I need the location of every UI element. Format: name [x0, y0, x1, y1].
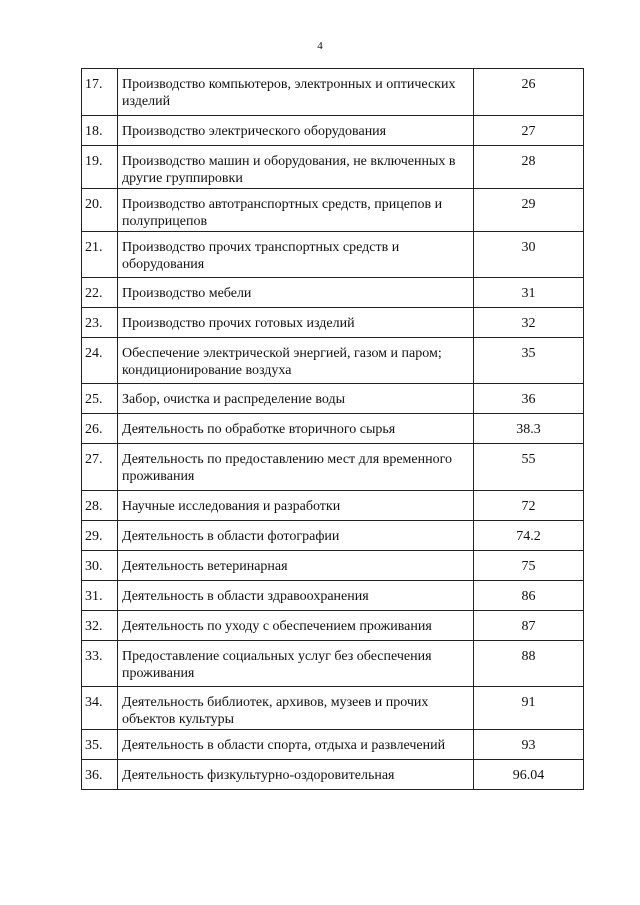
activity-name: Деятельность физкультурно-оздоровительная — [118, 760, 474, 790]
row-number: 32. — [82, 611, 118, 641]
row-number: 20. — [82, 189, 118, 232]
activity-name: Производство мебели — [118, 278, 474, 308]
table-row — [82, 384, 584, 414]
row-number: 36. — [82, 760, 118, 790]
activity-name: Деятельность ветеринарная — [118, 551, 474, 581]
row-number: 18. — [82, 116, 118, 146]
okved-code: 86 — [474, 581, 584, 611]
table-row — [82, 69, 584, 116]
okved-code: 55 — [474, 444, 584, 491]
row-number: 34. — [82, 687, 118, 730]
activity-name: Обеспечение электрической энергией, газом и паром; кондиционирование воздуха — [118, 338, 474, 384]
activity-name: Деятельность по предоставлению мест для временного проживания — [118, 444, 474, 491]
activity-name: Производство электрического оборудования — [118, 116, 474, 146]
table-row — [82, 338, 584, 384]
activity-name: Производство компьютеров, электронных и оптических изделий — [118, 69, 474, 116]
table-row — [82, 491, 584, 521]
activity-name: Деятельность библиотек, архивов, музеев и прочих объектов культуры — [118, 687, 474, 730]
table-row — [82, 146, 584, 189]
activity-name: Деятельность в области здравоохранения — [118, 581, 474, 611]
activity-name: Деятельность по уходу с обеспечением проживания — [118, 611, 474, 641]
okved-code: 91 — [474, 687, 584, 730]
row-number: 35. — [82, 730, 118, 760]
row-number: 23. — [82, 308, 118, 338]
activity-name: Деятельность в области фотографии — [118, 521, 474, 551]
okved-code: 28 — [474, 146, 584, 189]
table-row — [82, 551, 584, 581]
activity-name: Производство автотранспортных средств, прицепов и полуприцепов — [118, 189, 474, 232]
table-row — [82, 581, 584, 611]
table-row — [82, 521, 584, 551]
row-number: 22. — [82, 278, 118, 308]
row-number: 29. — [82, 521, 118, 551]
okved-code: 35 — [474, 338, 584, 384]
table-row — [82, 730, 584, 760]
activity-name: Деятельность в области спорта, отдыха и развлечений — [118, 730, 474, 760]
okved-code: 88 — [474, 641, 584, 687]
okved-code: 26 — [474, 69, 584, 116]
table-row — [82, 760, 584, 790]
page-number: 4 — [317, 40, 323, 52]
okved-code: 36 — [474, 384, 584, 414]
okved-code: 96.04 — [474, 760, 584, 790]
activity-name: Забор, очистка и распределение воды — [118, 384, 474, 414]
okved-code: 30 — [474, 232, 584, 278]
okved-code: 74.2 — [474, 521, 584, 551]
table-body — [82, 69, 584, 790]
okved-code: 72 — [474, 491, 584, 521]
table-row — [82, 278, 584, 308]
row-number: 24. — [82, 338, 118, 384]
okved-code: 93 — [474, 730, 584, 760]
activity-name: Научные исследования и разработки — [118, 491, 474, 521]
row-number: 31. — [82, 581, 118, 611]
row-number: 26. — [82, 414, 118, 444]
table-row — [82, 414, 584, 444]
activity-name: Производство машин и оборудования, не включенных в другие группировки — [118, 146, 474, 189]
okved-code: 75 — [474, 551, 584, 581]
table-row — [82, 116, 584, 146]
activity-name: Предоставление социальных услуг без обеспечения проживания — [118, 641, 474, 687]
activity-name: Производство прочих транспортных средств и оборудования — [118, 232, 474, 278]
table-row — [82, 232, 584, 278]
row-number: 28. — [82, 491, 118, 521]
row-number: 19. — [82, 146, 118, 189]
okved-code: 31 — [474, 278, 584, 308]
table-row — [82, 308, 584, 338]
table-row — [82, 189, 584, 232]
row-number: 25. — [82, 384, 118, 414]
okved-code: 32 — [474, 308, 584, 338]
row-number: 30. — [82, 551, 118, 581]
okved-code: 38.3 — [474, 414, 584, 444]
row-number: 33. — [82, 641, 118, 687]
table-row — [82, 444, 584, 491]
table-row — [82, 687, 584, 730]
table-row — [82, 641, 584, 687]
okved-code: 27 — [474, 116, 584, 146]
okved-code: 29 — [474, 189, 584, 232]
row-number: 17. — [82, 69, 118, 116]
activity-name: Деятельность по обработке вторичного сырья — [118, 414, 474, 444]
row-number: 21. — [82, 232, 118, 278]
table-row — [82, 611, 584, 641]
okved-code: 87 — [474, 611, 584, 641]
activity-table — [81, 68, 584, 790]
row-number: 27. — [82, 444, 118, 491]
activity-name: Производство прочих готовых изделий — [118, 308, 474, 338]
